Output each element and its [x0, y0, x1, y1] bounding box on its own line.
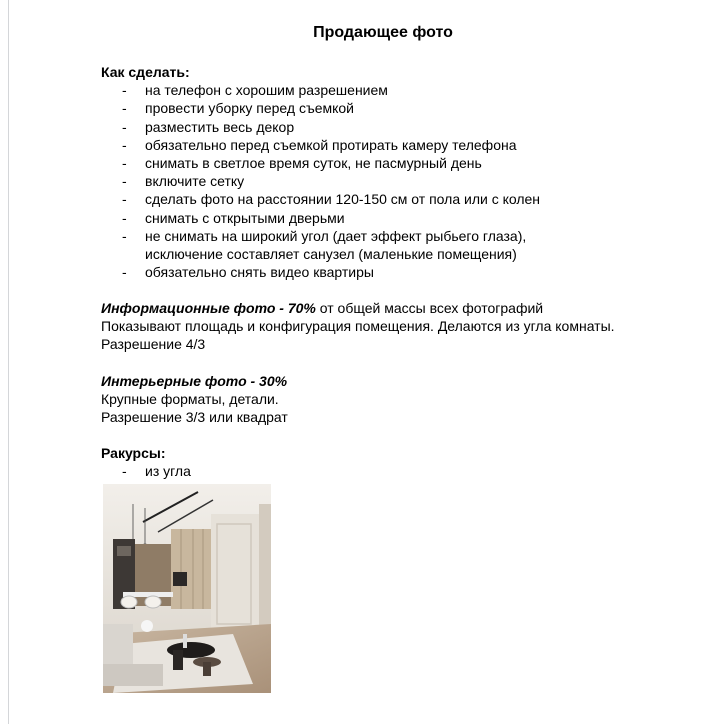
- interior-photos-heading: Интерьерные фото - 30%: [101, 373, 288, 389]
- list-item: - из угла: [101, 462, 661, 480]
- angles-heading: Ракурсы:: [101, 445, 166, 461]
- info-photos-heading: Информационные фото - 70%: [101, 300, 316, 316]
- angles-list: [101, 462, 661, 480]
- info-photos-heading-suffix: от общей массы всех фотографий: [315, 300, 544, 316]
- list-item: - сделать фото на расстоянии 120-150 см от пола или с колен: [101, 190, 661, 208]
- interior-photos-section: [101, 372, 661, 427]
- list-item: - включите сетку: [101, 172, 661, 190]
- page-title: Продающее фото: [313, 24, 453, 41]
- how-to-heading: Как сделать:: [101, 64, 190, 80]
- info-photos-section: [101, 299, 661, 354]
- info-photos-description: Показывают площадь и конфигурация помещения. Делаются из угла комнаты.: [101, 318, 615, 335]
- page-left-border: [8, 0, 9, 724]
- list-item: - обязательно снять видео квартиры: [101, 263, 661, 281]
- how-to-section: [101, 63, 661, 281]
- list-item: - снимать в светлое время суток, не пасмурный день: [101, 154, 661, 172]
- info-photos-heading-line: [101, 299, 661, 317]
- interior-photos-resolution: Разрешение 3/3 или квадрат: [101, 409, 288, 426]
- angles-section: [101, 444, 661, 480]
- interior-photos-description: Крупные форматы, детали.: [101, 391, 279, 408]
- list-item: - обязательно перед съемкой протирать камеру телефона: [101, 136, 661, 154]
- how-to-list: [101, 81, 661, 281]
- list-item: - не снимать на широкий угол (дает эффект рыбьего глаза), исключение составляет санузел (маленькие помещения): [101, 227, 605, 263]
- interior-photo-illustration: [103, 484, 271, 693]
- list-item: - на телефон с хорошим разрешением: [101, 81, 661, 99]
- list-item: - снимать с открытыми дверьми: [101, 209, 661, 227]
- interior-example-photo: [103, 484, 271, 693]
- list-item: - разместить весь декор: [101, 118, 661, 136]
- list-item: - провести уборку перед съемкой: [101, 99, 661, 117]
- info-photos-resolution: Разрешение 4/3: [101, 336, 206, 353]
